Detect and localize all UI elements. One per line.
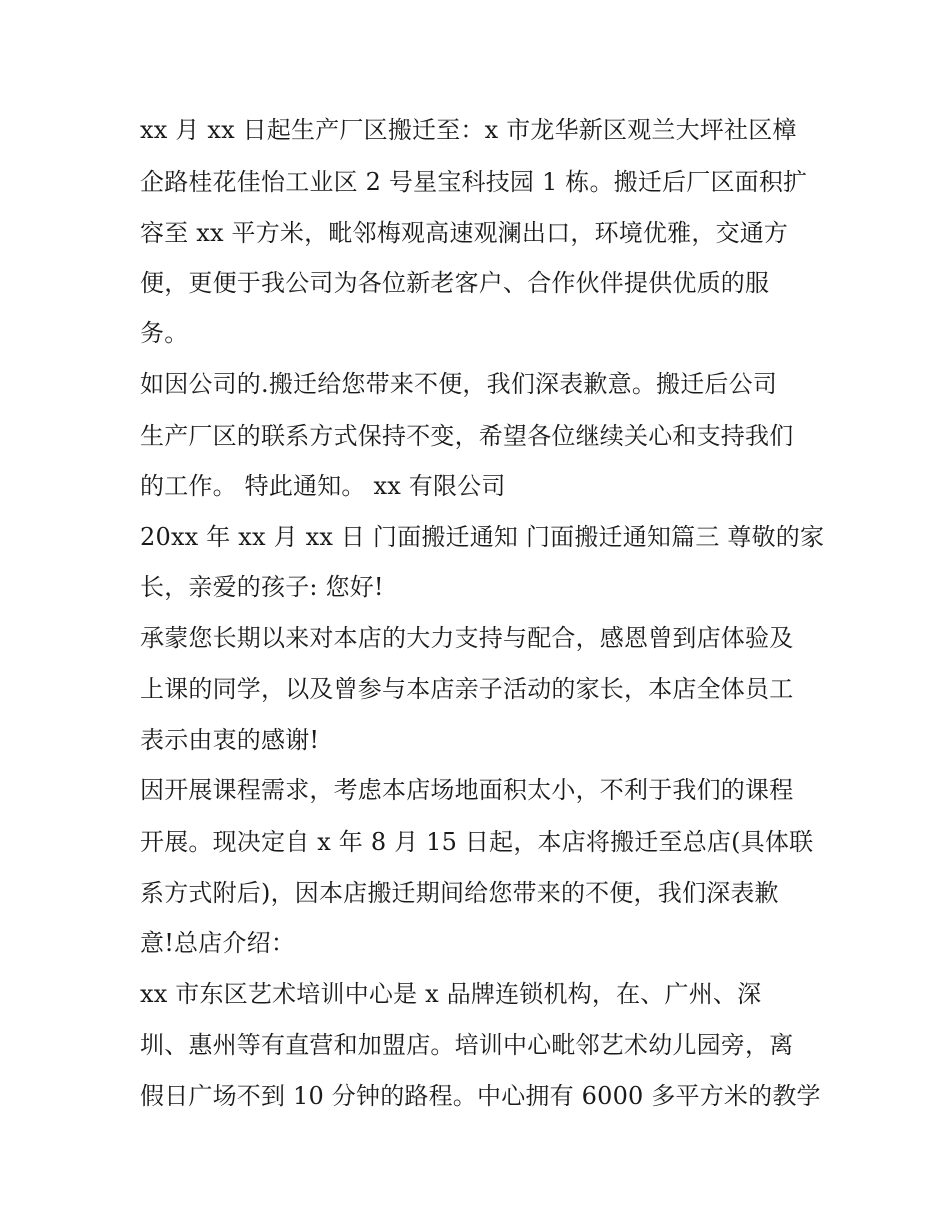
text-line: 便，更便于我公司为各位新老客户、合作伙伴提供优质的服 [140,269,770,297]
text-line: 容至 xx 平方米，毗邻梅观高速观澜出口，环境优雅，交通方 [140,219,789,247]
text-line: 表示由衷的感谢! [140,726,320,754]
text-line: 如因公司的.搬迁给您带来不便，我们深表歉意。搬迁后公司 [140,370,778,398]
text-line: 假日广场不到 10 分钟的路程。中心拥有 6000 多平方米的教学 [140,1082,821,1110]
text-line: 因开展课程需求，考虑本店场地面积太小，不利于我们的课程 [140,776,794,804]
text-line: xx 市东区艺术培训中心是 x 品牌连锁机构，在、广州、深 [140,980,762,1008]
text-line: 生产厂区的联系方式保持不变，希望各位继续关心和支持我们 [140,422,794,450]
text-line: 上课的同学，以及曾参与本店亲子活动的家长，本店全体员工 [140,675,794,703]
text-line: 开展。现决定自 x 年 8 月 15 日起，本店将搬迁至总店(具体联 [140,828,814,856]
text-line: 圳、惠州等有直营和加盟店。培训中心毗邻艺术幼儿园旁，离 [140,1031,794,1059]
text-line: 20xx 年 xx 月 xx 日 门面搬迁通知 门面搬迁通知篇三 尊敬的家 [140,523,825,551]
text-line: 承蒙您长期以来对本店的大力支持与配合，感恩曾到店体验及 [140,624,794,652]
text-line: 意!总店介绍： [140,929,296,957]
text-line: 的工作。 特此通知。 xx 有限公司 [140,472,506,500]
text-line: 长，亲爱的孩子: 您好! [140,573,384,601]
text-line: xx 月 xx 日起生产厂区搬迁至：x 市龙华新区观兰大坪社区樟 [140,116,797,144]
text-line: 企路桂花佳怡工业区 2 号星宝科技园 1 栋。搬迁后厂区面积扩 [140,168,808,196]
text-line: 系方式附后)，因本店搬迁期间给您带来的不便，我们深表歉 [140,879,779,907]
text-line: 务。 [140,319,189,347]
